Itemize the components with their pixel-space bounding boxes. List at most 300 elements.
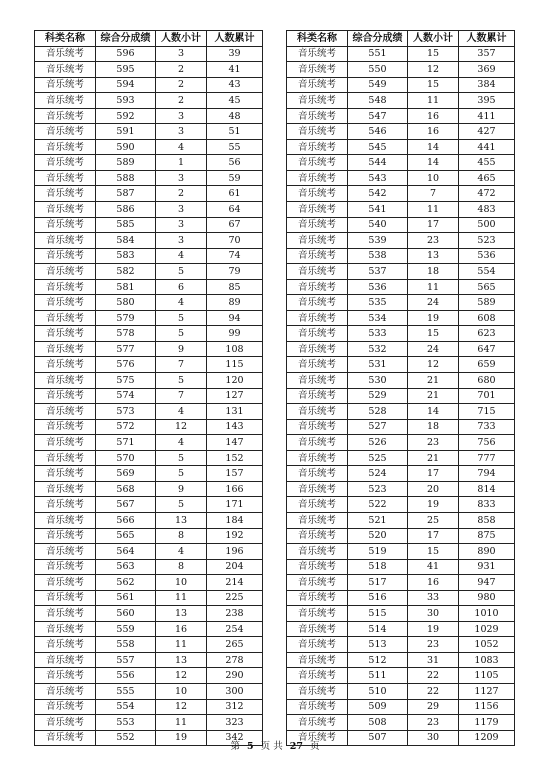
cell-category: 音乐统考 [287,652,348,668]
cell-score: 562 [96,575,156,591]
cell-count: 24 [408,341,459,357]
cell-count: 19 [408,621,459,637]
cell-cumulative: 931 [459,559,515,575]
cell-cumulative: 254 [207,621,263,637]
cell-count: 8 [156,528,207,544]
cell-category: 音乐统考 [287,715,348,731]
cell-score: 587 [96,186,156,202]
cell-count: 6 [156,279,207,295]
cell-category: 音乐统考 [35,202,96,218]
cell-count: 18 [408,419,459,435]
cell-category: 音乐统考 [287,139,348,155]
cell-count: 4 [156,139,207,155]
cell-count: 21 [408,450,459,466]
cell-cumulative: 659 [459,357,515,373]
cell-cumulative: 715 [459,404,515,420]
cell-cumulative: 278 [207,652,263,668]
footer-page-number: 5 [247,741,254,752]
cell-score: 534 [348,310,408,326]
cell-score: 543 [348,170,408,186]
cell-cumulative: 196 [207,544,263,560]
cell-category: 音乐统考 [287,155,348,171]
header-count: 人数小计 [408,31,459,47]
cell-score: 521 [348,512,408,528]
cell-cumulative: 733 [459,419,515,435]
cell-score: 540 [348,217,408,233]
table-row [35,388,263,404]
cell-count: 12 [408,62,459,78]
cell-count: 30 [408,730,459,746]
table-row [35,186,263,202]
footer-mid: 页 共 [260,741,283,752]
cell-cumulative: 472 [459,186,515,202]
cell-cumulative: 45 [207,93,263,109]
cell-score: 565 [96,528,156,544]
cell-category: 音乐统考 [35,217,96,233]
cell-count: 23 [408,435,459,451]
cell-count: 15 [408,544,459,560]
table-row [35,715,263,731]
cell-category: 音乐统考 [35,606,96,622]
cell-count: 11 [156,715,207,731]
cell-cumulative: 523 [459,233,515,249]
table-row [35,419,263,435]
cell-score: 566 [96,512,156,528]
cell-category: 音乐统考 [35,590,96,606]
table-row [287,481,515,497]
cell-category: 音乐统考 [35,652,96,668]
cell-count: 7 [156,357,207,373]
cell-score: 552 [96,730,156,746]
cell-score: 529 [348,388,408,404]
cell-category: 音乐统考 [287,388,348,404]
cell-count: 21 [408,388,459,404]
cell-cumulative: 1105 [459,668,515,684]
cell-count: 16 [408,108,459,124]
table-row [35,575,263,591]
table-row [35,233,263,249]
cell-category: 音乐统考 [287,202,348,218]
cell-score: 585 [96,217,156,233]
cell-cumulative: 312 [207,699,263,715]
cell-cumulative: 1029 [459,621,515,637]
table-row [35,124,263,140]
cell-score: 591 [96,124,156,140]
cell-count: 3 [156,217,207,233]
cell-category: 音乐统考 [287,419,348,435]
cell-count: 5 [156,373,207,389]
cell-score: 509 [348,699,408,715]
cell-cumulative: 536 [459,248,515,264]
cell-category: 音乐统考 [287,46,348,62]
table-row [287,108,515,124]
cell-cumulative: 1209 [459,730,515,746]
cell-score: 536 [348,279,408,295]
cell-category: 音乐统考 [35,668,96,684]
cell-cumulative: 647 [459,341,515,357]
cell-score: 545 [348,139,408,155]
cell-cumulative: 74 [207,248,263,264]
cell-count: 5 [156,497,207,513]
table-row [35,435,263,451]
cell-category: 音乐统考 [35,388,96,404]
table-row [35,699,263,715]
cell-cumulative: 225 [207,590,263,606]
cell-category: 音乐统考 [35,46,96,62]
cell-count: 3 [156,124,207,140]
cell-category: 音乐统考 [35,435,96,451]
cell-cumulative: 120 [207,373,263,389]
table-row [35,466,263,482]
cell-score: 584 [96,233,156,249]
cell-count: 19 [408,497,459,513]
table-row [287,715,515,731]
cell-category: 音乐统考 [287,575,348,591]
cell-cumulative: 554 [459,264,515,280]
cell-score: 518 [348,559,408,575]
table-row [287,310,515,326]
table-row [35,170,263,186]
cell-count: 15 [408,326,459,342]
cell-category: 音乐统考 [287,341,348,357]
cell-count: 1 [156,155,207,171]
table-row [35,77,263,93]
table-row [287,637,515,653]
table-row [35,295,263,311]
cell-score: 593 [96,93,156,109]
cell-count: 10 [156,575,207,591]
table-row [287,699,515,715]
cell-score: 559 [96,621,156,637]
cell-category: 音乐统考 [287,590,348,606]
cell-category: 音乐统考 [287,606,348,622]
table-row [287,93,515,109]
cell-cumulative: 89 [207,295,263,311]
cell-score: 574 [96,388,156,404]
cell-cumulative: 143 [207,419,263,435]
cell-score: 583 [96,248,156,264]
cell-count: 3 [156,108,207,124]
cell-category: 音乐统考 [287,170,348,186]
cell-score: 579 [96,310,156,326]
cell-count: 13 [408,248,459,264]
table-row [35,264,263,280]
cell-cumulative: 1179 [459,715,515,731]
table-row [287,528,515,544]
cell-count: 2 [156,62,207,78]
cell-score: 589 [96,155,156,171]
cell-count: 5 [156,466,207,482]
cell-count: 33 [408,590,459,606]
cell-count: 23 [408,637,459,653]
cell-category: 音乐统考 [287,668,348,684]
cell-count: 15 [408,77,459,93]
cell-category: 音乐统考 [35,450,96,466]
cell-cumulative: 342 [207,730,263,746]
cell-cumulative: 1127 [459,683,515,699]
header-category: 科类名称 [35,31,96,47]
table-row [35,46,263,62]
cell-score: 513 [348,637,408,653]
cell-cumulative: 39 [207,46,263,62]
cell-score: 520 [348,528,408,544]
cell-cumulative: 152 [207,450,263,466]
cell-score: 538 [348,248,408,264]
cell-cumulative: 51 [207,124,263,140]
cell-count: 30 [408,606,459,622]
cell-score: 556 [96,668,156,684]
table-row [35,217,263,233]
cell-category: 音乐统考 [287,730,348,746]
cell-score: 573 [96,404,156,420]
cell-count: 31 [408,652,459,668]
footer-prefix: 第 [230,741,240,752]
cell-count: 4 [156,404,207,420]
table-row [35,606,263,622]
cell-cumulative: 777 [459,450,515,466]
table-row [287,404,515,420]
cell-count: 4 [156,248,207,264]
cell-count: 22 [408,668,459,684]
cell-score: 554 [96,699,156,715]
cell-cumulative: 980 [459,590,515,606]
table-row [287,233,515,249]
cell-cumulative: 623 [459,326,515,342]
cell-cumulative: 64 [207,202,263,218]
cell-category: 音乐统考 [35,264,96,280]
cell-score: 572 [96,419,156,435]
cell-score: 525 [348,450,408,466]
cell-cumulative: 70 [207,233,263,249]
cell-score: 558 [96,637,156,653]
cell-count: 5 [156,326,207,342]
cell-category: 音乐统考 [35,404,96,420]
cell-category: 音乐统考 [35,93,96,109]
cell-score: 567 [96,497,156,513]
table-header-row [35,31,263,47]
cell-cumulative: 67 [207,217,263,233]
table-row [35,668,263,684]
table-row [35,590,263,606]
cell-category: 音乐统考 [35,295,96,311]
cell-category: 音乐统考 [287,233,348,249]
cell-count: 11 [156,637,207,653]
cell-cumulative: 369 [459,62,515,78]
cell-category: 音乐统考 [287,512,348,528]
cell-score: 582 [96,264,156,280]
cell-category: 音乐统考 [287,77,348,93]
table-row [287,295,515,311]
table-row [35,62,263,78]
cell-count: 17 [408,528,459,544]
cell-category: 音乐统考 [287,326,348,342]
cell-score: 560 [96,606,156,622]
cell-score: 539 [348,233,408,249]
cell-category: 音乐统考 [287,93,348,109]
table-row [35,637,263,653]
table-row [287,544,515,560]
cell-score: 576 [96,357,156,373]
cell-category: 音乐统考 [35,683,96,699]
cell-score: 568 [96,481,156,497]
table-row [287,497,515,513]
cell-cumulative: 48 [207,108,263,124]
cell-score: 581 [96,279,156,295]
header-cumulative: 人数累计 [207,31,263,47]
cell-cumulative: 858 [459,512,515,528]
cell-cumulative: 166 [207,481,263,497]
cell-score: 511 [348,668,408,684]
cell-category: 音乐统考 [35,481,96,497]
cell-category: 音乐统考 [35,621,96,637]
table-row [287,77,515,93]
table-row [35,373,263,389]
cell-cumulative: 131 [207,404,263,420]
table-row [35,93,263,109]
cell-category: 音乐统考 [287,295,348,311]
table-row [35,202,263,218]
cell-count: 8 [156,559,207,575]
cell-cumulative: 701 [459,388,515,404]
table-row [287,264,515,280]
table-row [287,139,515,155]
cell-score: 575 [96,373,156,389]
cell-cumulative: 238 [207,606,263,622]
cell-category: 音乐统考 [35,357,96,373]
table-row [35,341,263,357]
table-row [287,590,515,606]
cell-score: 590 [96,139,156,155]
cell-count: 24 [408,295,459,311]
cell-cumulative: 411 [459,108,515,124]
cell-score: 594 [96,77,156,93]
cell-category: 音乐统考 [287,450,348,466]
cell-score: 507 [348,730,408,746]
table-row [35,652,263,668]
cell-cumulative: 94 [207,310,263,326]
header-score: 综合分成绩 [348,31,408,47]
cell-count: 5 [156,450,207,466]
cell-category: 音乐统考 [287,357,348,373]
cell-count: 12 [408,357,459,373]
cell-cumulative: 455 [459,155,515,171]
table-row [287,248,515,264]
cell-count: 17 [408,466,459,482]
table-row [35,357,263,373]
cell-category: 音乐统考 [287,466,348,482]
cell-score: 577 [96,341,156,357]
cell-category: 音乐统考 [287,248,348,264]
cell-cumulative: 147 [207,435,263,451]
cell-count: 13 [156,606,207,622]
table-row [35,512,263,528]
cell-cumulative: 500 [459,217,515,233]
table-row [287,217,515,233]
cell-score: 592 [96,108,156,124]
table-row [287,202,515,218]
cell-score: 588 [96,170,156,186]
cell-count: 14 [408,155,459,171]
cell-count: 4 [156,435,207,451]
table-row [35,310,263,326]
cell-count: 9 [156,481,207,497]
cell-cumulative: 41 [207,62,263,78]
cell-score: 553 [96,715,156,731]
table-row [35,481,263,497]
cell-cumulative: 56 [207,155,263,171]
cell-count: 3 [156,202,207,218]
cell-score: 548 [348,93,408,109]
cell-count: 3 [156,170,207,186]
cell-count: 25 [408,512,459,528]
cell-cumulative: 608 [459,310,515,326]
cell-cumulative: 441 [459,139,515,155]
table-row [287,341,515,357]
cell-count: 5 [156,310,207,326]
cell-count: 19 [156,730,207,746]
cell-count: 11 [156,590,207,606]
table-row [287,450,515,466]
cell-cumulative: 357 [459,46,515,62]
cell-count: 11 [408,202,459,218]
table-row [35,528,263,544]
cell-score: 561 [96,590,156,606]
cell-count: 14 [408,139,459,155]
cell-cumulative: 171 [207,497,263,513]
cell-category: 音乐统考 [35,155,96,171]
cell-cumulative: 756 [459,435,515,451]
cell-count: 3 [156,233,207,249]
cell-score: 532 [348,341,408,357]
footer-suffix: 页 [310,741,320,752]
cell-cumulative: 108 [207,341,263,357]
cell-count: 2 [156,93,207,109]
score-table-left [34,30,263,746]
cell-category: 音乐统考 [35,637,96,653]
cell-category: 音乐统考 [35,170,96,186]
cell-cumulative: 1083 [459,652,515,668]
cell-cumulative: 79 [207,264,263,280]
cell-score: 533 [348,326,408,342]
cell-count: 4 [156,295,207,311]
cell-count: 10 [408,170,459,186]
cell-cumulative: 565 [459,279,515,295]
page-footer [0,738,550,752]
cell-category: 音乐统考 [287,373,348,389]
cell-category: 音乐统考 [287,637,348,653]
cell-score: 541 [348,202,408,218]
cell-category: 音乐统考 [35,497,96,513]
cell-score: 555 [96,683,156,699]
cell-score: 527 [348,419,408,435]
cell-count: 7 [408,186,459,202]
cell-count: 17 [408,217,459,233]
cell-cumulative: 214 [207,575,263,591]
table-row [287,373,515,389]
table-row [287,124,515,140]
cell-count: 23 [408,233,459,249]
header-category: 科类名称 [287,31,348,47]
table-row [287,575,515,591]
cell-category: 音乐统考 [35,279,96,295]
cell-cumulative: 1010 [459,606,515,622]
cell-category: 音乐统考 [287,435,348,451]
cell-score: 526 [348,435,408,451]
cell-score: 557 [96,652,156,668]
table-row [35,450,263,466]
cell-cumulative: 395 [459,93,515,109]
cell-score: 596 [96,46,156,62]
